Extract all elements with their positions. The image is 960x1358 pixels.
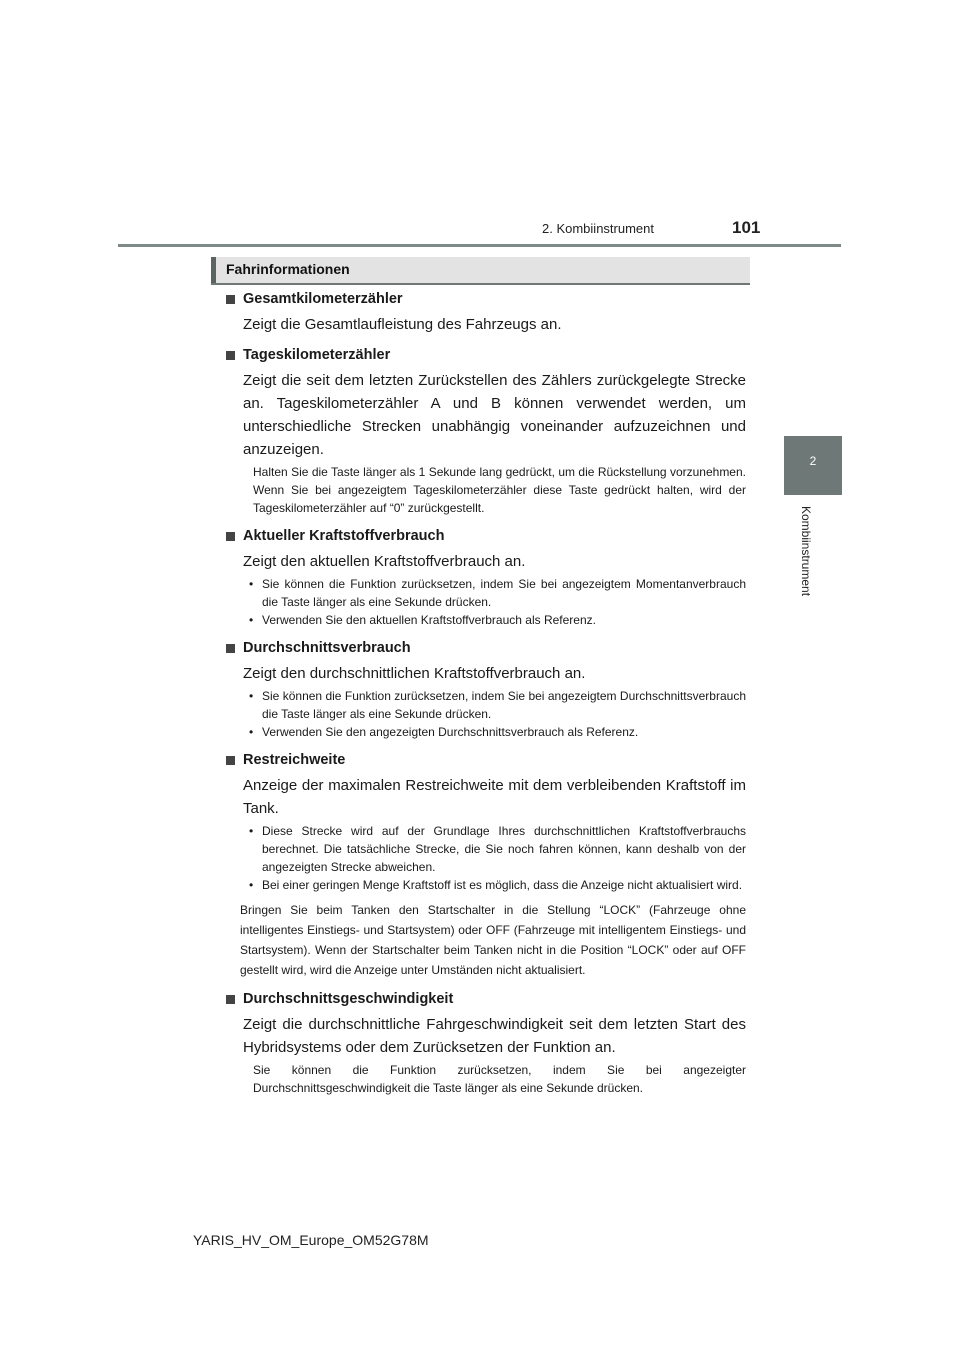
item-description: Zeigt die durchschnittliche Fahrgeschwindigkeit seit dem letzten Start des Hybridsystems oder dem Zurücksetzen der Funktion an. [243, 1016, 746, 1056]
item-title: Restreichweite [243, 752, 346, 768]
info-paragraph: Bringen Sie beim Tanken den Startschalter in die Stellung “LOCK” (Fahrzeuge ohne intelligentes Einstiegs- und Startsystem) oder OFF (Fahrzeuge mit intelligentem Einstiegs- und Startsystem). Wenn der Startschalter beim Tanken nicht in die Position “LOCK” oder auf OFF gestellt wird, wird die Anzeige unter Umständen nicht aktualisiert. [240, 903, 746, 977]
item-description: Anzeige der maximalen Restreichweite mit dem verbleibenden Kraftstoff im Tank. [243, 777, 746, 817]
header-rule [118, 244, 841, 247]
section-title: Fahrinformationen [226, 261, 350, 277]
item-title: Durchschnittsverbrauch [243, 640, 411, 656]
section-accent [211, 257, 216, 283]
item-title: Aktueller Kraftstoffverbrauch [243, 528, 445, 544]
square-bullet-icon [226, 995, 235, 1004]
page-number: 101 [732, 218, 761, 237]
square-bullet-icon [226, 532, 235, 541]
item-heading [226, 637, 746, 659]
item-heading [226, 525, 746, 547]
bullet-list [226, 822, 746, 894]
item-title: Tageskilometerzähler [243, 347, 391, 363]
item-description: Zeigt die Gesamtlaufleistung des Fahrzeugs an. [243, 316, 562, 333]
item-title: Durchschnittsgeschwindigkeit [243, 991, 454, 1007]
item-note: Halten Sie die Taste länger als 1 Sekunde lang gedrückt, um die Rückstellung vorzunehmen. Wenn Sie bei angezeigtem Tageskilometerzähler diese Taste gedrückt halten, wird der Tageskilometerzähler auf “0” zurückgestellt. [253, 465, 746, 515]
item-note: Sie können die Funktion zurücksetzen, indem Sie bei angezeigter Durchschnittsgeschwindigkeit die Taste länger als eine Sekunde drücken. [253, 1063, 746, 1095]
chapter-tab [784, 436, 842, 495]
square-bullet-icon [226, 756, 235, 765]
bullet-list [226, 575, 746, 629]
content [226, 288, 746, 1097]
item-heading [226, 749, 746, 771]
bullet-list [226, 687, 746, 741]
item-title: Gesamtkilometerzähler [243, 291, 403, 307]
item-heading [226, 988, 746, 1010]
footer-doc-code: YARIS_HV_OM_Europe_OM52G78M [193, 1232, 429, 1248]
square-bullet-icon [226, 351, 235, 360]
item-heading [226, 288, 746, 310]
chapter-tab-label: Kombiinstrument [799, 506, 813, 597]
square-bullet-icon [226, 295, 235, 304]
list-item: • Verwenden Sie den aktuellen Kraftstoffverbrauch als Referenz. [226, 611, 746, 629]
list-item: • Sie können die Funktion zurücksetzen, indem Sie bei angezeigtem Momentanverbrauch die Taste länger als eine Sekunde drücken. [226, 575, 746, 611]
item-heading [226, 344, 746, 366]
item-description: Zeigt den aktuellen Kraftstoffverbrauch an. [243, 553, 526, 570]
chapter-tab-number: 2 [809, 454, 817, 468]
item-description: Zeigt den durchschnittlichen Kraftstoffverbrauch an. [243, 665, 586, 682]
header-section-title: 2. Kombiinstrument [542, 221, 654, 236]
list-item: • Diese Strecke wird auf der Grundlage Ihres durchschnittlichen Kraftstoffverbrauchs berechnet. Die tatsächliche Strecke, die Sie noch fahren können, kann deshalb von der angezeigten Strecke abweichen. [226, 822, 746, 876]
item-description: Zeigt die seit dem letzten Zurückstellen des Zählers zurückgelegte Strecke an. Tageskilometerzähler A und B können verwendet werden, um unterschiedliche Strecken unabhängig voneinander aufzuzeichnen und anzuzeigen. [243, 372, 746, 458]
list-item: • Sie können die Funktion zurücksetzen, indem Sie bei angezeigtem Durchschnittsverbrauch die Taste länger als eine Sekunde drücken. [226, 687, 746, 723]
square-bullet-icon [226, 644, 235, 653]
list-item: • Bei einer geringen Menge Kraftstoff ist es möglich, dass die Anzeige nicht aktualisiert wird. [226, 876, 746, 894]
list-item: • Verwenden Sie den angezeigten Durchschnittsverbrauch als Referenz. [226, 723, 746, 741]
section-heading-bar [211, 257, 750, 285]
